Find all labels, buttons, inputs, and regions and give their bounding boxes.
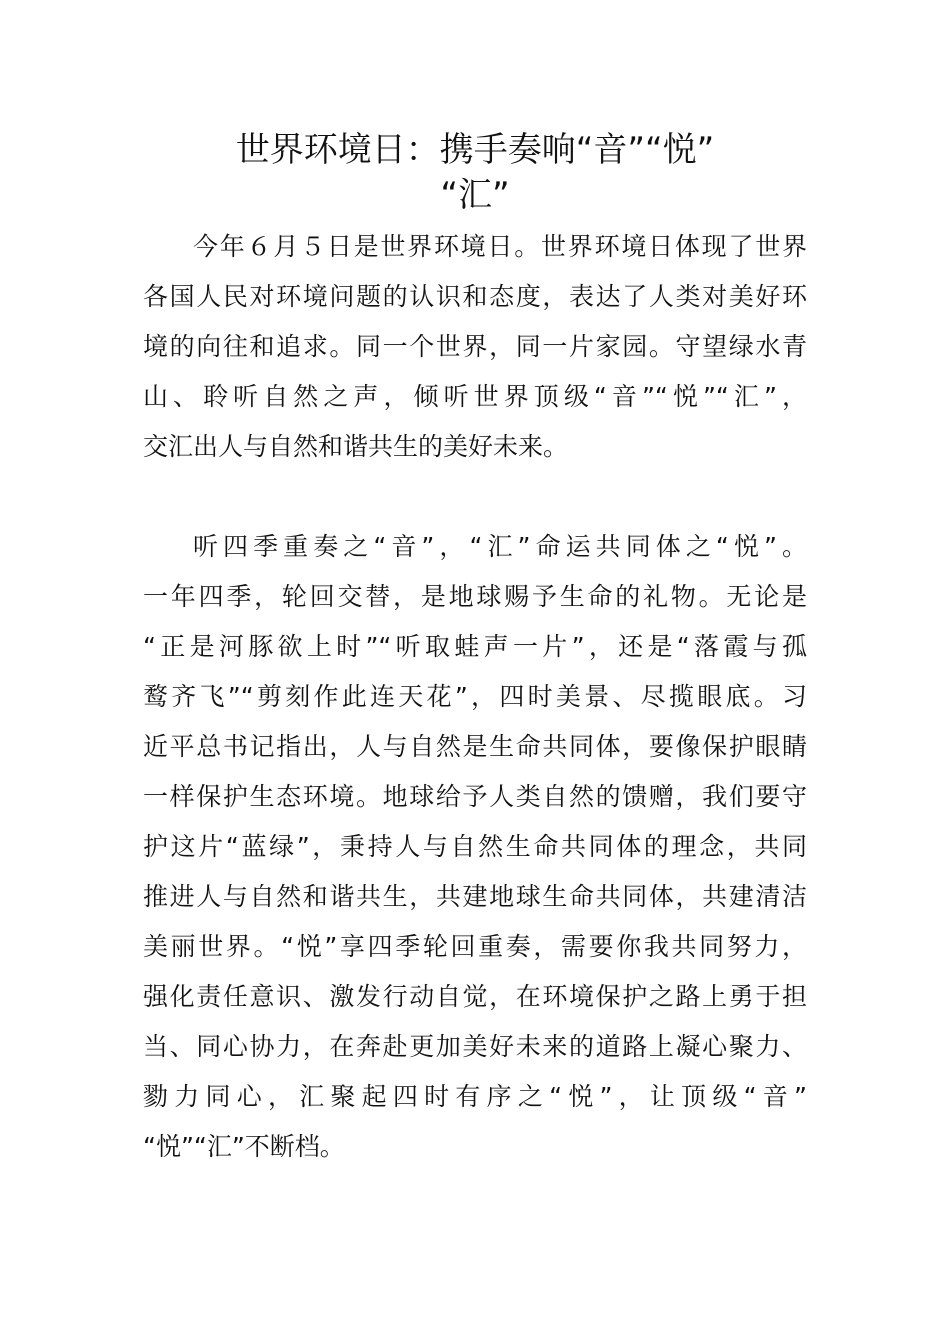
paragraph-line: 美丽世界。“悦”享四季轮回重奏，需要你我共同努力， bbox=[143, 932, 807, 961]
paragraph-2 bbox=[143, 522, 807, 1172]
paragraph-line: 强化责任意识、激发行动自觉，在环境保护之路上勇于担 bbox=[143, 982, 807, 1011]
paragraph-line: 护这片“蓝绿”，秉持人与自然生命共同体的理念，共同 bbox=[143, 832, 807, 861]
paragraph-line: 鹜齐飞”“剪刻作此连天花”，四时美景、尽揽眼底。习 bbox=[143, 682, 807, 711]
paragraph-line: 交汇出人与自然和谐共生的美好未来。 bbox=[143, 432, 569, 461]
paragraph-line: 今年６月５日是世界环境日。世界环境日体现了世界 bbox=[193, 232, 807, 261]
paragraph-line: 近平总书记指出，人与自然是生命共同体，要像保护眼睛 bbox=[143, 732, 807, 761]
paragraph-line: 一样保护生态环境。地球给予人类自然的馈赠，我们要守 bbox=[143, 782, 807, 811]
paragraph-line: 一年四季，轮回交替，是地球赐予生命的礼物。无论是 bbox=[143, 582, 807, 611]
paragraph-line: 境的向往和追求。同一个世界，同一片家园。守望绿水青 bbox=[143, 332, 807, 361]
title-line-1: 世界环境日：携手奏响“音”“悦” bbox=[235, 130, 715, 170]
document-title bbox=[143, 128, 807, 218]
title-line-2: “汇” bbox=[440, 175, 510, 215]
document-page bbox=[143, 128, 807, 1172]
paragraph-line: 当、同心协力，在奔赴更加美好未来的道路上凝心聚力、 bbox=[143, 1032, 807, 1061]
paragraph-line: “悦”“汇”不断档。 bbox=[143, 1132, 345, 1161]
paragraph-line: 推进人与自然和谐共生，共建地球生命共同体，共建清洁 bbox=[143, 882, 807, 911]
paragraph-line: 山、聆听自然之声，倾听世界顶级“音”“悦”“汇”， bbox=[143, 382, 807, 411]
paragraph-line: “正是河豚欲上时”“听取蛙声一片”，还是“落霞与孤 bbox=[143, 632, 807, 661]
paragraph-line: 各国人民对环境问题的认识和态度，表达了人类对美好环 bbox=[143, 282, 807, 311]
paragraph-line: 听四季重奏之“音”，“汇”命运共同体之“悦”。 bbox=[193, 532, 807, 561]
paragraph-line: 勠力同心，汇聚起四时有序之“悦”，让顶级“音” bbox=[143, 1082, 807, 1111]
paragraph-1 bbox=[143, 222, 807, 472]
